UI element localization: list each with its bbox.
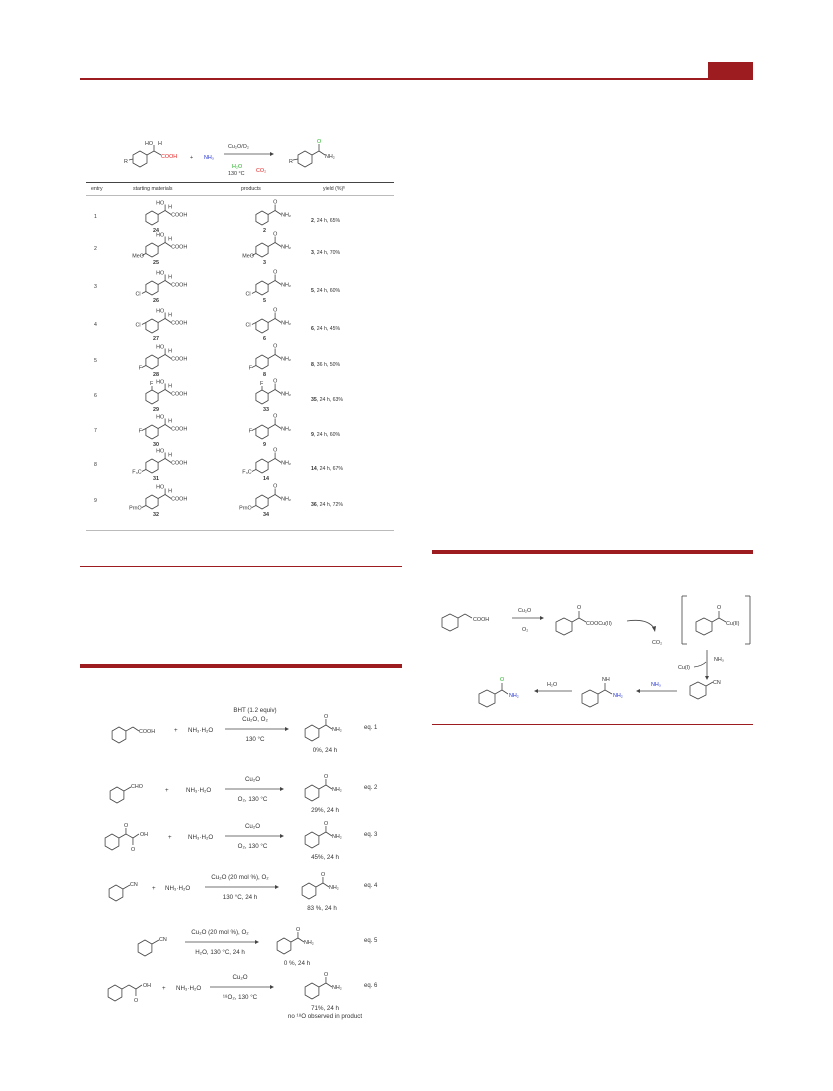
starting-material-structure bbox=[112, 379, 192, 411]
conditions-below: O₂, 130 °C bbox=[237, 796, 268, 803]
conditions-above: Cu₂O bbox=[244, 776, 261, 783]
o-label: O bbox=[273, 199, 278, 206]
substituent-label: PrnO bbox=[129, 505, 142, 512]
substituent-label: PrnO bbox=[239, 505, 252, 512]
conditions-above-2: Cu₂O, O₂ bbox=[242, 716, 268, 723]
reaction-arrow bbox=[225, 786, 286, 792]
cooh-label: COOH bbox=[171, 212, 188, 219]
o-label: O bbox=[273, 413, 278, 420]
substituent-label: F bbox=[248, 365, 253, 372]
starting-material-structure bbox=[112, 484, 192, 516]
compound-number: 28 bbox=[153, 372, 159, 378]
experiment-result: 0 %, 24 h bbox=[283, 960, 311, 967]
experiment-result: 83 %, 24 h bbox=[307, 905, 337, 912]
o-label: O bbox=[273, 307, 278, 314]
plus-sign: + bbox=[168, 834, 172, 841]
table-bottom-rule bbox=[86, 530, 394, 531]
nh2-label: NH₂ bbox=[281, 320, 291, 327]
table-top-rule bbox=[86, 182, 394, 183]
experiment-sm-group: CN bbox=[129, 882, 138, 888]
conditions-below: 130 °C, 24 h bbox=[222, 894, 258, 901]
conditions-below: 130 °C bbox=[245, 736, 265, 743]
table-entry: 7 bbox=[94, 428, 97, 434]
ammonia-reagent: NH₃·H₂O bbox=[188, 727, 214, 734]
h-label: H bbox=[168, 274, 172, 281]
ho-label: HO bbox=[156, 379, 165, 386]
table-entry: 3 bbox=[94, 284, 97, 290]
h-label: H bbox=[168, 488, 172, 495]
cooh-label: COOH bbox=[171, 496, 188, 503]
ho-label: HO bbox=[156, 414, 165, 421]
reaction-arrow bbox=[225, 833, 286, 839]
svg-text:COOH: COOH bbox=[473, 617, 490, 623]
product-structure bbox=[222, 200, 302, 232]
nh2-label: NH₂ bbox=[328, 885, 339, 891]
h-label: H bbox=[168, 348, 172, 355]
page-number-box bbox=[708, 62, 753, 79]
svg-text:R: R bbox=[289, 159, 293, 165]
nh2-label: NH₂ bbox=[281, 244, 291, 251]
substituent-label: F bbox=[150, 381, 154, 387]
equation-label: eq. 1 bbox=[364, 725, 378, 731]
top-reaction-scheme bbox=[120, 138, 370, 183]
svg-text:HO: HO bbox=[145, 141, 154, 147]
o-label: O bbox=[295, 927, 301, 933]
h-label: H bbox=[168, 383, 172, 390]
conditions-above: Cu₂O bbox=[244, 823, 261, 830]
plus-sign: + bbox=[152, 885, 156, 892]
conditions-above: Cu₂O (20 mol %), O₂ bbox=[191, 929, 249, 936]
starting-material-structure bbox=[112, 448, 192, 480]
product-structure bbox=[222, 484, 302, 516]
ammonia-reagent: NH₃·H₂O bbox=[188, 834, 214, 841]
compound-number: 31 bbox=[153, 476, 159, 482]
ammonia-reagent: NH₃·H₂O bbox=[165, 885, 191, 892]
mechanism-scheme bbox=[432, 590, 753, 720]
table-header-rule bbox=[86, 195, 394, 196]
svg-text:H₂O: H₂O bbox=[547, 682, 558, 688]
nh2-label: NH₂ bbox=[281, 426, 291, 433]
svg-text:Cu(I): Cu(I) bbox=[678, 665, 690, 671]
nh2-label: NH₂ bbox=[303, 940, 314, 946]
svg-text:130 °C: 130 °C bbox=[228, 171, 245, 177]
substituent-label: F₃C bbox=[132, 469, 142, 476]
h-label: H bbox=[168, 418, 172, 425]
nh2-label: NH₂ bbox=[331, 787, 342, 793]
svg-text:H₂O: H₂O bbox=[232, 164, 243, 170]
o-label: O bbox=[273, 378, 278, 385]
svg-text:NH: NH bbox=[602, 677, 610, 683]
reaction-arrow bbox=[210, 984, 276, 990]
substituent-label: F bbox=[260, 381, 264, 387]
experiment-note: no ¹⁸O observed in product bbox=[287, 1013, 363, 1020]
cooh-label: COOH bbox=[171, 460, 188, 467]
compound-number: 30 bbox=[153, 442, 159, 448]
table-yield: 6, 24 h, 45% bbox=[311, 326, 341, 332]
substituent-label: F bbox=[138, 428, 143, 435]
compound-number: 14 bbox=[263, 476, 269, 482]
experiment-result: 71%, 24 h bbox=[311, 1005, 339, 1012]
svg-text:CO₂: CO₂ bbox=[256, 168, 267, 174]
table-yield: 8, 36 h, 50% bbox=[311, 362, 341, 368]
cooh-label: COOH bbox=[171, 282, 188, 289]
experiment-sm-structure bbox=[105, 775, 165, 815]
col-entry: entry bbox=[91, 186, 103, 192]
reaction-arrow bbox=[185, 939, 261, 945]
nh2-label: NH₂ bbox=[281, 212, 291, 219]
starting-material-structure bbox=[112, 308, 192, 340]
col-starting-materials: starting materials bbox=[133, 186, 173, 192]
cooh-label: COOH bbox=[171, 320, 188, 327]
compound-number: 29 bbox=[153, 407, 159, 413]
ho-label: HO bbox=[156, 308, 165, 315]
compound-number: 8 bbox=[263, 372, 266, 378]
starting-material-structure bbox=[112, 344, 192, 376]
compound-number: 2 bbox=[263, 228, 266, 234]
ho-label: HO bbox=[156, 344, 165, 351]
nh2-label: NH₂ bbox=[331, 985, 342, 991]
reaction-arrow bbox=[225, 726, 291, 732]
substituent-label: Cl bbox=[245, 291, 251, 298]
nh2-label: NH₂ bbox=[281, 460, 291, 467]
conditions-above: BHT (1.2 equiv) bbox=[233, 707, 277, 714]
conditions-below: H₂O, 130 °C, 24 h bbox=[195, 949, 245, 956]
substituent-label: Cl bbox=[135, 322, 141, 329]
compound-number: 24 bbox=[153, 228, 159, 234]
product-structure bbox=[222, 232, 302, 264]
h-label: H bbox=[168, 236, 172, 243]
substituent-label: Cl bbox=[135, 291, 141, 298]
o-label: O bbox=[323, 821, 329, 827]
compound-number: 5 bbox=[263, 298, 266, 304]
compound-number: 25 bbox=[153, 260, 159, 266]
experiment-sm-structure bbox=[104, 873, 164, 913]
nh2-label: NH₂ bbox=[281, 391, 291, 398]
o-label: O bbox=[133, 998, 139, 1004]
plus-sign: + bbox=[162, 985, 166, 992]
compound-number: 27 bbox=[153, 336, 159, 342]
table-entry: 1 bbox=[94, 214, 97, 220]
o-label: O bbox=[273, 447, 278, 454]
substituent-label: MeO bbox=[242, 253, 254, 260]
equation-label: eq. 6 bbox=[364, 983, 378, 989]
svg-text:Cu(II): Cu(II) bbox=[726, 621, 740, 627]
svg-text:Cu₂O: Cu₂O bbox=[518, 608, 532, 614]
reaction-arrow bbox=[205, 884, 281, 890]
col-yield: yield (%)ᵇ bbox=[323, 186, 346, 192]
cooh-label: COOH bbox=[171, 426, 188, 433]
h-label: H bbox=[168, 204, 172, 211]
compound-number: 26 bbox=[153, 298, 159, 304]
o-label: O bbox=[273, 231, 278, 238]
plus-sign: + bbox=[165, 787, 169, 794]
starting-material-structure bbox=[112, 232, 192, 264]
table-entry: 8 bbox=[94, 462, 97, 468]
ho-label: HO bbox=[156, 270, 165, 277]
experiment-sm-structure bbox=[100, 822, 160, 862]
table-yield: 5, 24 h, 60% bbox=[311, 288, 341, 294]
o-label: O bbox=[320, 872, 326, 878]
equation-label: eq. 5 bbox=[364, 938, 378, 944]
experiment-result: 29%, 24 h bbox=[311, 807, 339, 814]
experiment-result: 0%, 24 h bbox=[312, 747, 338, 754]
header-rule bbox=[80, 78, 753, 80]
table-yield: 14, 24 h, 67% bbox=[311, 466, 344, 472]
conditions-below: O₂, 130 °C bbox=[237, 843, 268, 850]
conditions-above: Cu₂O bbox=[232, 974, 248, 981]
experiment-sm-group: CN bbox=[158, 937, 167, 943]
o-label: O bbox=[323, 774, 329, 780]
product-structure bbox=[222, 308, 302, 340]
ammonia-reagent: NH₃·H₂O bbox=[176, 985, 202, 992]
equation-label: eq. 4 bbox=[364, 883, 378, 889]
o-label: O bbox=[323, 714, 329, 720]
mechanism-bottom-rule bbox=[432, 724, 753, 725]
nh2-label: NH₂ bbox=[281, 496, 291, 503]
product-structure bbox=[222, 414, 302, 446]
svg-text:O: O bbox=[717, 605, 722, 611]
substituent-label: F bbox=[248, 428, 253, 435]
o-label: O bbox=[123, 823, 129, 829]
h-label: H bbox=[168, 312, 172, 319]
ho-label: HO bbox=[156, 484, 165, 491]
compound-number: 32 bbox=[153, 512, 159, 518]
equation-label: eq. 3 bbox=[364, 832, 378, 838]
conditions-above: Cu₂O (20 mol %), O₂ bbox=[211, 874, 269, 881]
svg-text:O: O bbox=[577, 605, 582, 611]
svg-text:NH₃: NH₃ bbox=[204, 155, 214, 161]
substituent-label: F₃C bbox=[242, 469, 252, 476]
table-yield: 3, 24 h, 70% bbox=[311, 250, 341, 256]
compound-number: 34 bbox=[263, 512, 269, 518]
ho-label: HO bbox=[156, 200, 165, 207]
table-yield: 2, 24 h, 65% bbox=[311, 218, 341, 224]
starting-material-structure bbox=[112, 270, 192, 302]
substituent-label: MeO bbox=[132, 253, 144, 260]
svg-text:COOH: COOH bbox=[161, 154, 178, 160]
nh2-label: NH₂ bbox=[331, 727, 342, 733]
svg-text:CN: CN bbox=[713, 680, 721, 686]
experiment-result: 45%, 24 h bbox=[311, 854, 339, 861]
table-entry: 9 bbox=[94, 498, 97, 504]
equation-label: eq. 2 bbox=[364, 785, 378, 791]
col-products: products bbox=[241, 186, 261, 192]
compound-number: 3 bbox=[263, 260, 266, 266]
svg-text:O: O bbox=[317, 139, 322, 145]
o-label: O bbox=[323, 972, 329, 978]
substituent-label: Cl bbox=[245, 322, 251, 329]
svg-text:NH₂: NH₂ bbox=[325, 154, 335, 160]
mechanism-top-rule bbox=[432, 550, 753, 554]
experiment-sm-group: COOH bbox=[138, 729, 156, 735]
svg-text:NH₂: NH₂ bbox=[509, 693, 519, 699]
table-yield: 9, 24 h, 60% bbox=[311, 432, 341, 438]
section-rule-left bbox=[80, 566, 402, 567]
svg-text:NH₃: NH₃ bbox=[714, 657, 724, 663]
svg-text:R: R bbox=[124, 159, 128, 165]
svg-text:Cu₂O/O₂: Cu₂O/O₂ bbox=[228, 144, 249, 150]
cooh-label: COOH bbox=[171, 391, 188, 398]
table-yield: 36, 24 h, 72% bbox=[311, 502, 344, 508]
experiment-sm-group: OH bbox=[142, 983, 152, 989]
nh2-label: NH₂ bbox=[281, 356, 291, 363]
experiment-sm-structure bbox=[103, 973, 163, 1013]
plus-sign: + bbox=[174, 727, 178, 734]
compound-number: 9 bbox=[263, 442, 266, 448]
nh2-label: NH₂ bbox=[281, 282, 291, 289]
cooh-label: COOH bbox=[171, 244, 188, 251]
ammonia-reagent: NH₃·H₂O bbox=[186, 787, 212, 794]
nh2-label: NH₂ bbox=[331, 834, 342, 840]
substituent-label: F bbox=[138, 365, 143, 372]
product-structure bbox=[222, 379, 302, 411]
table-entry: 4 bbox=[94, 322, 97, 328]
svg-text:CO₂: CO₂ bbox=[652, 640, 663, 646]
o-label: O bbox=[273, 269, 278, 276]
o-label: O bbox=[273, 343, 278, 350]
svg-text:O: O bbox=[500, 677, 505, 683]
svg-text:O₂: O₂ bbox=[522, 627, 529, 633]
svg-text:H: H bbox=[158, 141, 162, 147]
product-structure bbox=[222, 448, 302, 480]
experiment-sm-group: CHO bbox=[130, 784, 143, 790]
starting-material-structure bbox=[112, 200, 192, 232]
ho-label: HO bbox=[156, 232, 165, 239]
table-entry: 2 bbox=[94, 246, 97, 252]
compound-number: 33 bbox=[263, 407, 269, 413]
svg-text:NH₂: NH₂ bbox=[613, 693, 623, 699]
table-entry: 6 bbox=[94, 393, 97, 399]
svg-text:+: + bbox=[190, 155, 194, 161]
table-entry: 5 bbox=[94, 358, 97, 364]
product-structure bbox=[222, 344, 302, 376]
conditions-below: ¹⁸O₂, 130 °C bbox=[222, 994, 258, 1001]
o-label: O bbox=[273, 483, 278, 490]
experiment-sm-structure bbox=[107, 715, 167, 755]
svg-text:COOCu(II): COOCu(II) bbox=[586, 621, 612, 627]
experiments-top-rule bbox=[80, 664, 402, 668]
starting-material-structure bbox=[112, 414, 192, 446]
experiment-sm-group: OH bbox=[139, 832, 149, 838]
compound-number: 6 bbox=[263, 336, 266, 342]
table-yield: 35, 24 h, 63% bbox=[311, 397, 344, 403]
o-label: O bbox=[130, 847, 136, 853]
svg-text:NH₃: NH₃ bbox=[651, 682, 661, 688]
h-label: H bbox=[168, 452, 172, 459]
product-structure bbox=[222, 270, 302, 302]
cooh-label: COOH bbox=[171, 356, 188, 363]
ho-label: HO bbox=[156, 448, 165, 455]
